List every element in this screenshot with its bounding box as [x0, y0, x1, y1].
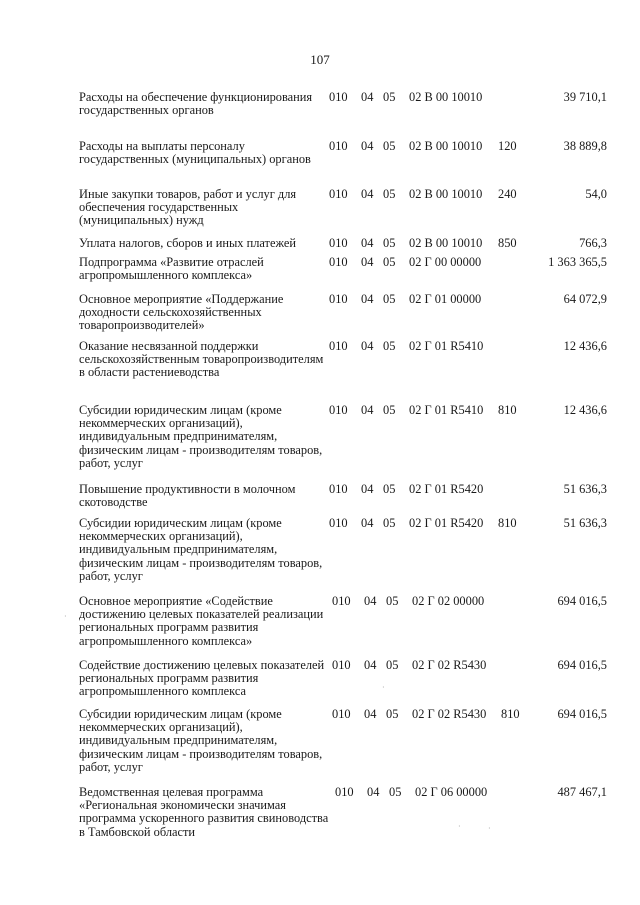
row-section: 04 [364, 594, 377, 608]
scan-speck: · [64, 612, 67, 621]
row-target-article: 02 Г 01 R5410 [409, 339, 484, 353]
row-amount: 54,0 [585, 187, 607, 201]
row-subsection: 05 [386, 594, 399, 608]
row-name: Ведомственная целевая программа «Региональная экономически значимая программа ускоренного развития свиноводства в Тамбовской области [79, 785, 329, 839]
row-target-article: 02 Г 01 R5420 [409, 482, 484, 496]
row-name: Оказание несвязанной поддержки сельскохозяйственным товаропроизводителям в области растениеводства [79, 339, 324, 380]
row-section: 04 [361, 516, 374, 530]
row-subsection: 05 [383, 236, 396, 250]
row-subsection: 05 [383, 255, 396, 269]
row-target-article: 02 В 00 10010 [409, 236, 483, 250]
row-amount: 39 710,1 [563, 90, 607, 104]
scan-speck: · [382, 683, 385, 692]
row-subsection: 05 [383, 90, 396, 104]
row-target-article: 02 Г 06 00000 [415, 785, 488, 799]
row-section: 04 [367, 785, 380, 799]
row-target-article: 02 Г 01 R5410 [409, 403, 484, 417]
row-expense-type: 240 [498, 187, 517, 201]
row-target-article: 02 В 00 10010 [409, 187, 483, 201]
row-section: 04 [361, 403, 374, 417]
row-target-article: 02 Г 02 R5430 [412, 658, 487, 672]
row-expense-type: 810 [498, 403, 517, 417]
row-section: 04 [361, 90, 374, 104]
row-admin-code: 010 [332, 707, 351, 721]
row-amount: 694 016,5 [557, 707, 607, 721]
row-amount: 1 363 365,5 [548, 255, 607, 269]
row-expense-type: 850 [498, 236, 517, 250]
row-name: Расходы на выплаты персоналу государственных (муниципальных) органов [79, 139, 311, 167]
row-amount: 64 072,9 [563, 292, 607, 306]
scan-speck: · [488, 824, 491, 833]
row-subsection: 05 [383, 187, 396, 201]
row-admin-code: 010 [332, 594, 351, 608]
row-expense-type: 120 [498, 139, 517, 153]
row-target-article: 02 В 00 10010 [409, 90, 483, 104]
row-admin-code: 010 [332, 658, 351, 672]
row-subsection: 05 [383, 516, 396, 530]
row-target-article: 02 Г 01 R5420 [409, 516, 484, 530]
row-admin-code: 010 [329, 516, 348, 530]
row-name: Основное мероприятие «Поддержание доходности сельскохозяйственных товаропроизводителей» [79, 292, 284, 333]
row-section: 04 [364, 707, 377, 721]
row-target-article: 02 Г 02 R5430 [412, 707, 487, 721]
row-name: Субсидии юридическим лицам (кроме некоммерческих организаций), индивидуальным предпринимателям, физическим лицам - производителям товаров, работ, услуг [79, 707, 323, 774]
row-admin-code: 010 [329, 255, 348, 269]
row-section: 04 [364, 658, 377, 672]
row-admin-code: 010 [329, 90, 348, 104]
row-target-article: 02 Г 01 00000 [409, 292, 482, 306]
row-name: Иные закупки товаров, работ и услуг для обеспечения государственных (муниципальных) нужд [79, 187, 297, 228]
row-name: Уплата налогов, сборов и иных платежей [79, 236, 297, 250]
row-name: Содействие достижению целевых показателей региональных программ развития агропромышленного комплекса [79, 658, 325, 699]
row-name: Субсидии юридическим лицам (кроме некоммерческих организаций), индивидуальным предпринимателям, физическим лицам - производителям товаров, работ, услуг [79, 516, 323, 583]
row-subsection: 05 [383, 403, 396, 417]
row-amount: 487 467,1 [557, 785, 607, 799]
row-target-article: 02 Г 02 00000 [412, 594, 485, 608]
row-subsection: 05 [383, 292, 396, 306]
row-section: 04 [361, 139, 374, 153]
row-admin-code: 010 [329, 403, 348, 417]
row-amount: 694 016,5 [557, 658, 607, 672]
row-admin-code: 010 [329, 236, 348, 250]
row-subsection: 05 [383, 139, 396, 153]
row-subsection: 05 [383, 339, 396, 353]
row-subsection: 05 [386, 658, 399, 672]
row-target-article: 02 В 00 10010 [409, 139, 483, 153]
row-amount: 51 636,3 [563, 516, 607, 530]
row-name: Подпрограмма «Развитие отраслей агропромышленного комплекса» [79, 255, 264, 283]
row-amount: 12 436,6 [563, 339, 607, 353]
row-admin-code: 010 [329, 339, 348, 353]
scan-speck: · [458, 822, 461, 831]
row-subsection: 05 [383, 482, 396, 496]
row-amount: 12 436,6 [563, 403, 607, 417]
row-amount: 694 016,5 [557, 594, 607, 608]
row-admin-code: 010 [329, 187, 348, 201]
row-name: Расходы на обеспечение функционирования государственных органов [79, 90, 313, 118]
row-admin-code: 010 [329, 292, 348, 306]
row-name: Субсидии юридическим лицам (кроме некоммерческих организаций), индивидуальным предпринимателям, физическим лицам - производителям товаров, работ, услуг [79, 403, 323, 470]
row-amount: 51 636,3 [563, 482, 607, 496]
row-subsection: 05 [389, 785, 402, 799]
row-section: 04 [361, 292, 374, 306]
row-amount: 766,3 [579, 236, 607, 250]
row-admin-code: 010 [335, 785, 354, 799]
row-name: Повышение продуктивности в молочном скотоводстве [79, 482, 296, 510]
row-expense-type: 810 [501, 707, 520, 721]
row-section: 04 [361, 339, 374, 353]
row-name: Основное мероприятие «Содействие достижению целевых показателей реализации региональных программ развития агропромышленного комплекса» [79, 594, 324, 648]
row-section: 04 [361, 236, 374, 250]
row-admin-code: 010 [329, 482, 348, 496]
row-section: 04 [361, 482, 374, 496]
row-section: 04 [361, 255, 374, 269]
row-target-article: 02 Г 00 00000 [409, 255, 482, 269]
row-amount: 38 889,8 [563, 139, 607, 153]
row-admin-code: 010 [329, 139, 348, 153]
row-expense-type: 810 [498, 516, 517, 530]
page-number: 107 [310, 52, 330, 67]
row-subsection: 05 [386, 707, 399, 721]
row-section: 04 [361, 187, 374, 201]
